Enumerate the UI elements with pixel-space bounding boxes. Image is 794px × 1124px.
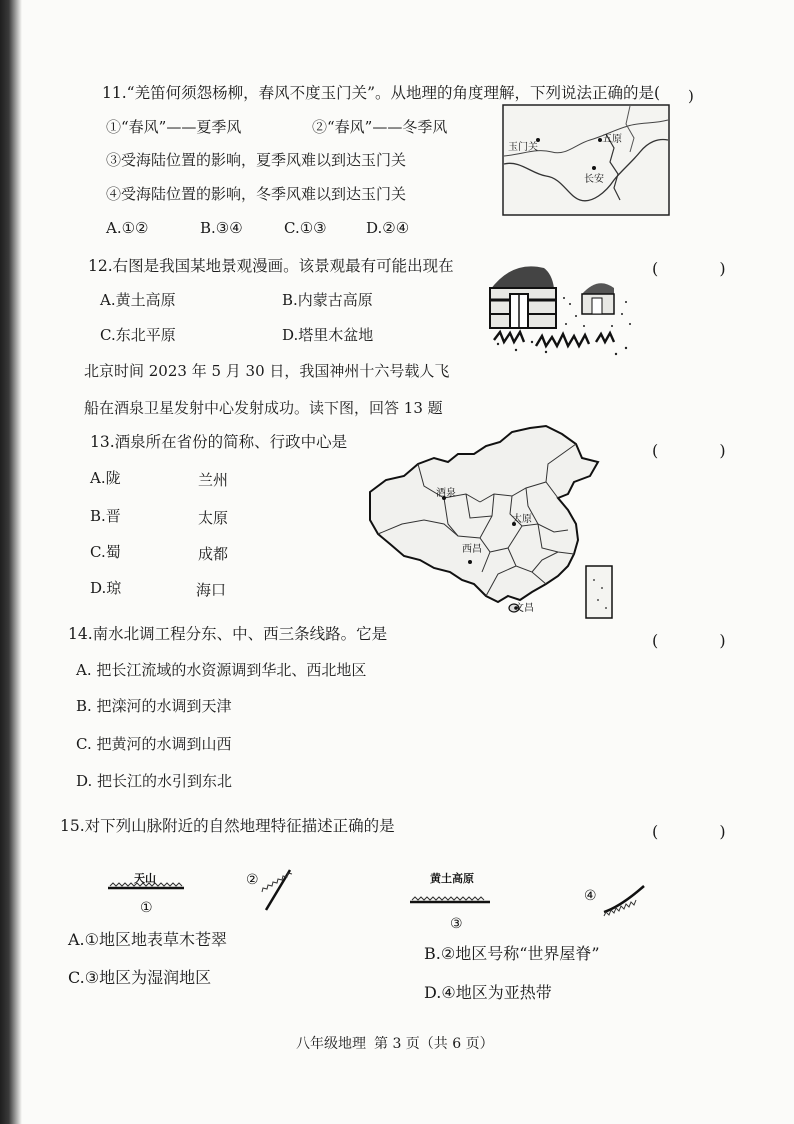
china-map-figure bbox=[362, 424, 618, 622]
q14-option-d[interactable]: D. 把长江的水引到东北 bbox=[76, 772, 233, 790]
q15-answer-paren[interactable]: ( ) bbox=[652, 822, 754, 841]
intro13-line1: 北京时间 2023 年 5 月 30 日，我国神州十六号载人飞 bbox=[84, 362, 450, 380]
q15-option-b[interactable]: B.②地区号称“世界屋脊” bbox=[424, 944, 600, 963]
label-4: ④ bbox=[584, 888, 597, 904]
map-label-xichang: 西昌 bbox=[462, 544, 482, 555]
q13-option-b-city: 太原 bbox=[198, 509, 229, 527]
q13-answer-paren[interactable]: ( ) bbox=[652, 441, 754, 460]
q13-option-a-letter[interactable]: A.陇 bbox=[90, 469, 121, 487]
map-label-wuyuan: 五原 bbox=[602, 134, 622, 145]
q13-option-b-letter[interactable]: B.晋 bbox=[90, 507, 121, 525]
yurt-landscape-illustration bbox=[486, 254, 636, 358]
q11-choice-c[interactable]: C.①③ bbox=[284, 219, 327, 237]
small-yurt-icon bbox=[582, 283, 614, 314]
q13-option-c-city: 成都 bbox=[198, 545, 229, 563]
q15-option-c[interactable]: C.③地区为湿润地区 bbox=[68, 968, 212, 987]
q15-mountain-figures bbox=[104, 864, 664, 934]
q12-option-b[interactable]: B.内蒙古高原 bbox=[282, 291, 373, 309]
footer-subject: 八年级地理 bbox=[296, 1036, 366, 1052]
q11-paren-close: ) bbox=[688, 87, 694, 105]
yurt-icon bbox=[490, 266, 556, 328]
q12-answer-paren[interactable]: ( ) bbox=[652, 259, 754, 278]
label-2: ② bbox=[246, 872, 259, 888]
map-label-wenchang: 文昌 bbox=[514, 603, 534, 614]
q11-statement-3: ③受海陆位置的影响，夏季风难以到达玉门关 bbox=[106, 151, 407, 169]
q14-option-b[interactable]: B. 把滦河的水调到天津 bbox=[76, 697, 232, 715]
q12-option-c[interactable]: C.东北平原 bbox=[100, 326, 176, 344]
q15-option-d[interactable]: D.④地区为亚热带 bbox=[424, 983, 552, 1002]
q12-option-d[interactable]: D.塔里木盆地 bbox=[282, 326, 374, 344]
q11-statement-4: ④受海陆位置的影响，冬季风难以到达玉门关 bbox=[106, 185, 407, 203]
label-tianshan: 天山 bbox=[134, 872, 156, 885]
q14-option-c[interactable]: C. 把黄河的水调到山西 bbox=[76, 735, 232, 753]
q15-stem: 15.对下列山脉附近的自然地理特征描述正确的是 bbox=[60, 817, 395, 835]
q11-map-figure bbox=[502, 104, 670, 216]
q13-stem: 13.酒泉所在省份的简称、行政中心是 bbox=[90, 433, 348, 451]
q14-option-a[interactable]: A. 把长江流域的水资源调到华北、西北地区 bbox=[76, 661, 367, 679]
map-label-yumenguan: 玉门关 bbox=[508, 142, 538, 153]
label-3: ③ bbox=[450, 916, 463, 932]
q11-statement-1: ①“春风”——夏季风 bbox=[106, 118, 242, 136]
map-label-jiuquan: 酒泉 bbox=[436, 488, 456, 499]
map-label-changan: 长安 bbox=[584, 174, 604, 185]
q11-stem: 11.“羌笛何须怨杨柳，春风不度玉门关”。从地理的角度理解，下列说法正确的是( bbox=[102, 84, 661, 102]
q13-option-a-city: 兰州 bbox=[198, 471, 229, 489]
q12-option-a[interactable]: A.黄土高原 bbox=[100, 291, 176, 309]
intro13-line2: 船在酒泉卫星发射中心发射成功。读下图，回答 13 题 bbox=[84, 399, 443, 417]
q11-choice-d[interactable]: D.②④ bbox=[366, 219, 410, 237]
q14-stem: 14.南水北调工程分东、中、西三条线路。它是 bbox=[68, 625, 388, 643]
q13-option-d-city: 海口 bbox=[196, 581, 227, 599]
q13-option-c-letter[interactable]: C.蜀 bbox=[90, 543, 121, 561]
q12-stem: 12.右图是我国某地景观漫画。该景观最有可能出现在 bbox=[88, 257, 454, 275]
q13-option-d-letter[interactable]: D.琼 bbox=[90, 579, 122, 597]
q11-statement-2: ②“春风”——冬季风 bbox=[312, 118, 448, 136]
q14-answer-paren[interactable]: ( ) bbox=[652, 631, 754, 650]
q15-option-a[interactable]: A.①地区地表草木苍翠 bbox=[68, 930, 227, 949]
label-loess-plateau: 黄土高原 bbox=[430, 872, 474, 885]
q11-choice-a[interactable]: A.①② bbox=[106, 219, 149, 237]
q11-choice-b[interactable]: B.③④ bbox=[200, 219, 243, 237]
page-edge-shadow bbox=[0, 0, 22, 1124]
map-label-taiyuan: 太原 bbox=[512, 514, 532, 525]
label-1: ① bbox=[140, 900, 153, 916]
footer-page-number: 第 3 页（共 6 页） bbox=[374, 1036, 494, 1052]
